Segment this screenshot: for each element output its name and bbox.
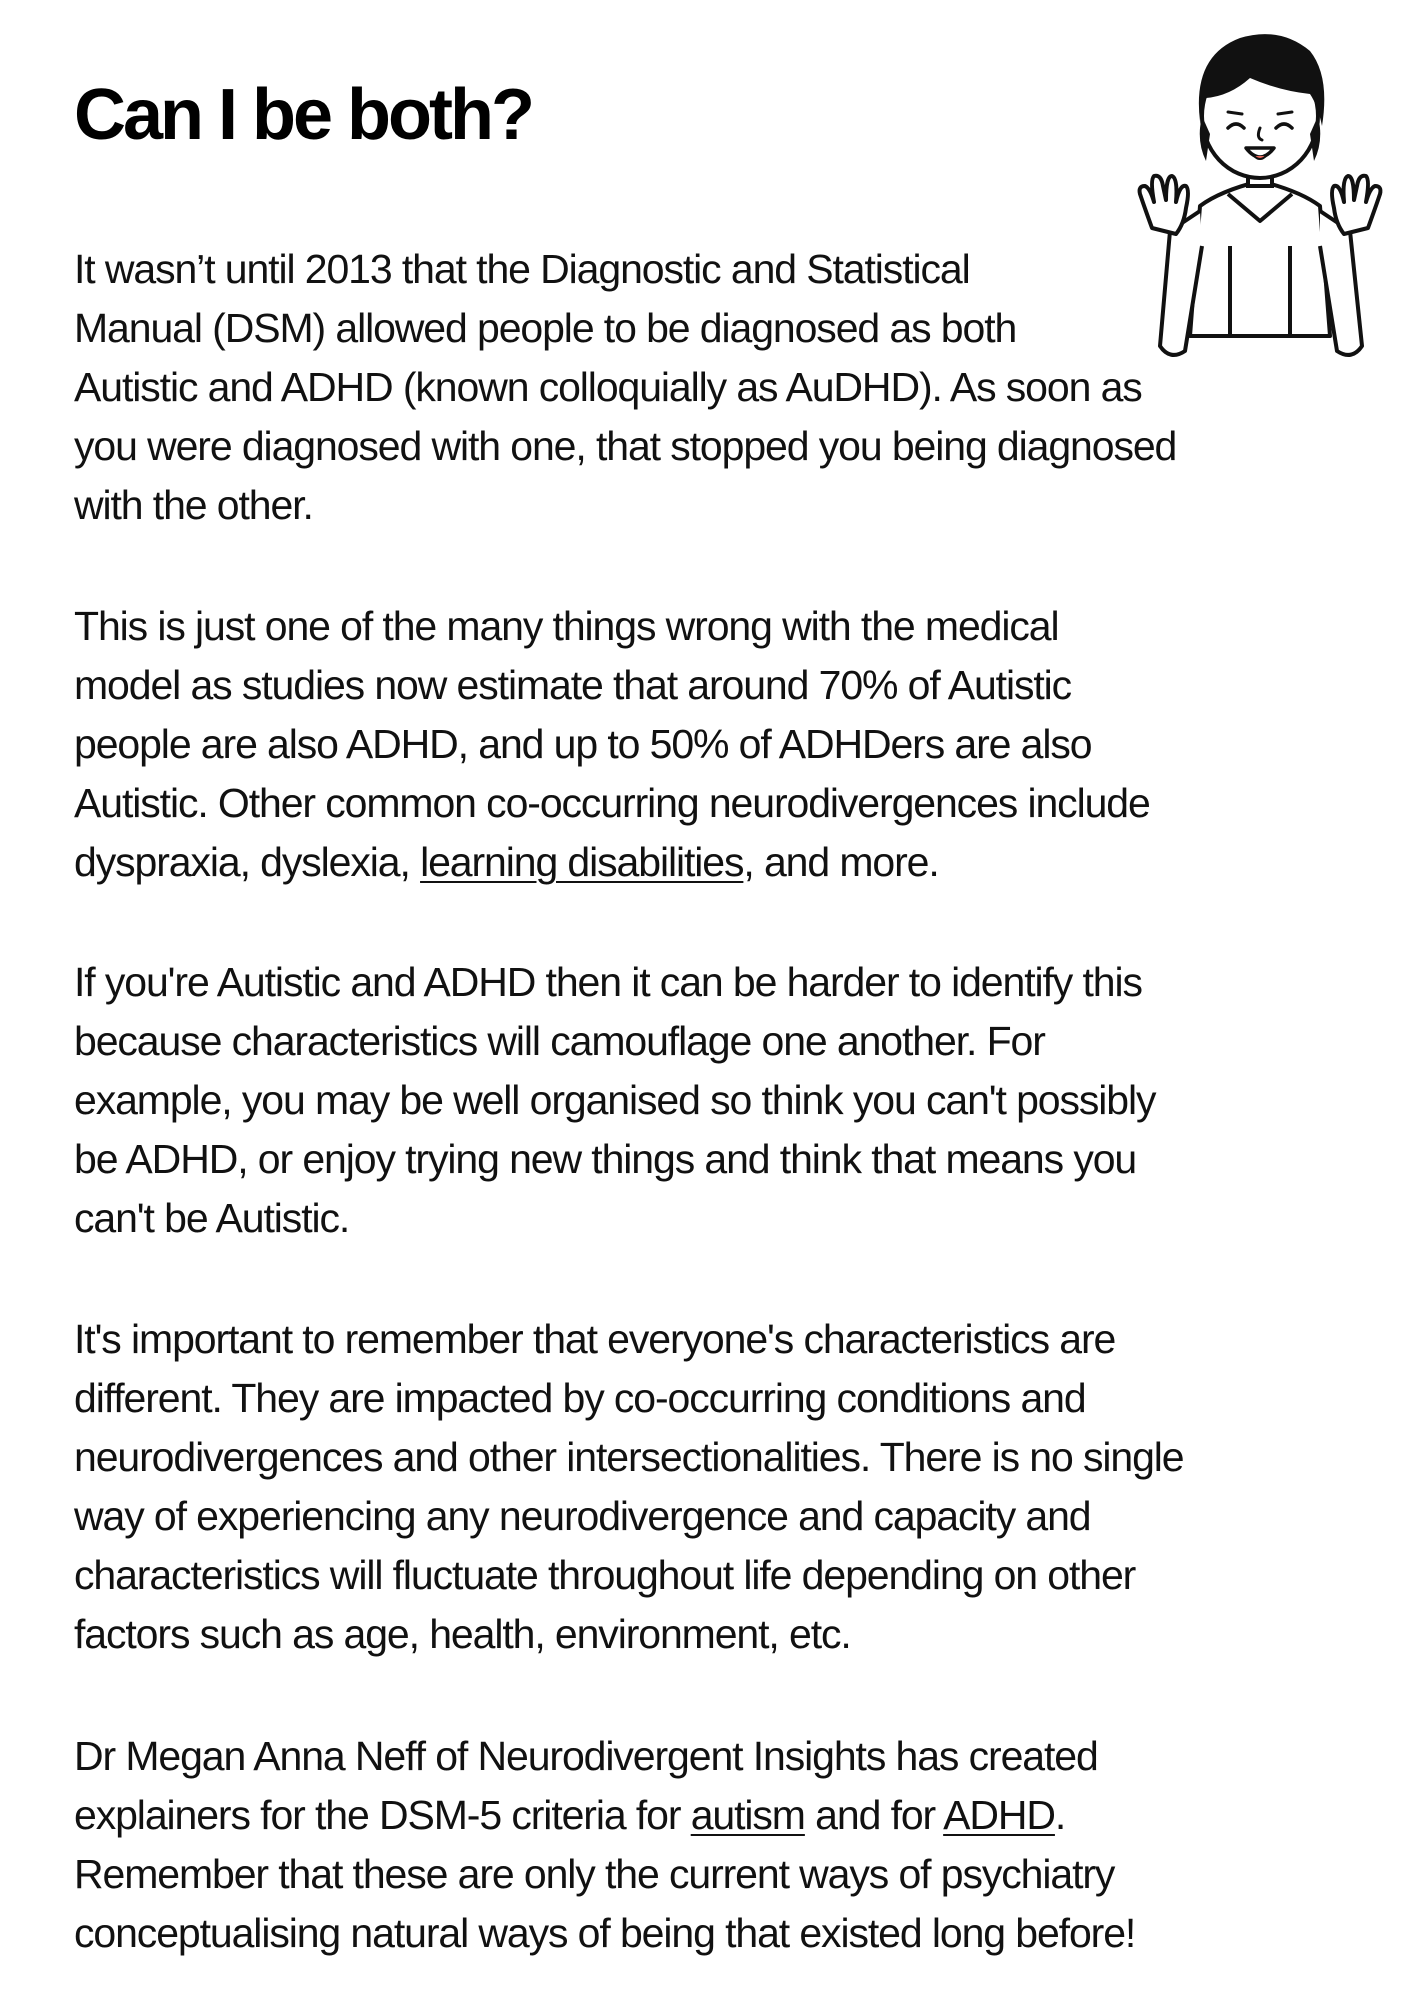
text-line: different. They are impacted by co-occurring conditions and bbox=[74, 1375, 1086, 1421]
text-line: can't be Autistic. bbox=[74, 1195, 350, 1241]
text-line: with the other. bbox=[74, 482, 313, 528]
text-line: you were diagnosed with one, that stopped you being diagnosed bbox=[74, 423, 1177, 469]
text-line: This is just one of the many things wrong with the medical bbox=[74, 603, 1059, 649]
text-line: Remember that these are only the current ways of psychiatry bbox=[74, 1851, 1115, 1897]
paragraph-explainers bbox=[74, 1727, 1364, 1963]
text-line: be ADHD, or enjoy trying new things and think that means you bbox=[74, 1136, 1137, 1182]
text-line: conceptualising natural ways of being that existed long before! bbox=[74, 1910, 1136, 1956]
text-line: If you're Autistic and ADHD then it can be harder to identify this bbox=[74, 959, 1142, 1005]
text-line: characteristics will fluctuate throughout life depending on other bbox=[74, 1552, 1136, 1598]
paragraph-differences bbox=[74, 1310, 1364, 1664]
text-line: neurodivergences and other intersectionalities. There is no single bbox=[74, 1434, 1184, 1480]
text-line: people are also ADHD, and up to 50% of ADHDers are also bbox=[74, 721, 1092, 767]
text-line: example, you may be well organised so think you can't possibly bbox=[74, 1077, 1156, 1123]
text-line: It wasn’t until 2013 that the Diagnostic and Statistical bbox=[74, 246, 970, 292]
text-line: Autistic. Other common co-occurring neurodivergences include bbox=[74, 780, 1150, 826]
text-line: Manual (DSM) allowed people to be diagnosed as both bbox=[74, 305, 1017, 351]
text-line: Dr Megan Anna Neff of Neurodivergent Insights has created bbox=[74, 1733, 1098, 1779]
text-segment: , and more. bbox=[743, 839, 939, 885]
paragraph-co-occurrence bbox=[74, 597, 1364, 892]
text-segment: explainers for the DSM-5 criteria for bbox=[74, 1792, 691, 1838]
text-line: It's important to remember that everyone's characteristics are bbox=[74, 1316, 1116, 1362]
text-line: factors such as age, health, environment, etc. bbox=[74, 1611, 851, 1657]
text-line: Autistic and ADHD (known colloquially as AuDHD). As soon as bbox=[74, 364, 1142, 410]
text-segment: and for bbox=[804, 1792, 944, 1838]
paragraph-camouflage bbox=[74, 953, 1364, 1248]
learning-disabilities-link[interactable]: learning disabilities bbox=[420, 839, 744, 885]
text-line bbox=[74, 833, 1364, 892]
autism-link[interactable]: autism bbox=[690, 1792, 805, 1838]
text-line bbox=[74, 1786, 1364, 1845]
text-segment: . bbox=[1054, 1792, 1066, 1838]
text-line: way of experiencing any neurodivergence and capacity and bbox=[74, 1493, 1091, 1539]
page-title: Can I be both? bbox=[74, 75, 532, 155]
text-line: because characteristics will camouflage one another. For bbox=[74, 1018, 1045, 1064]
text-line: model as studies now estimate that around 70% of Autistic bbox=[74, 662, 1072, 708]
text-segment: dyspraxia, dyslexia, bbox=[74, 839, 421, 885]
adhd-link[interactable]: ADHD bbox=[943, 1792, 1055, 1838]
paragraph-dsm-history bbox=[74, 240, 1374, 535]
